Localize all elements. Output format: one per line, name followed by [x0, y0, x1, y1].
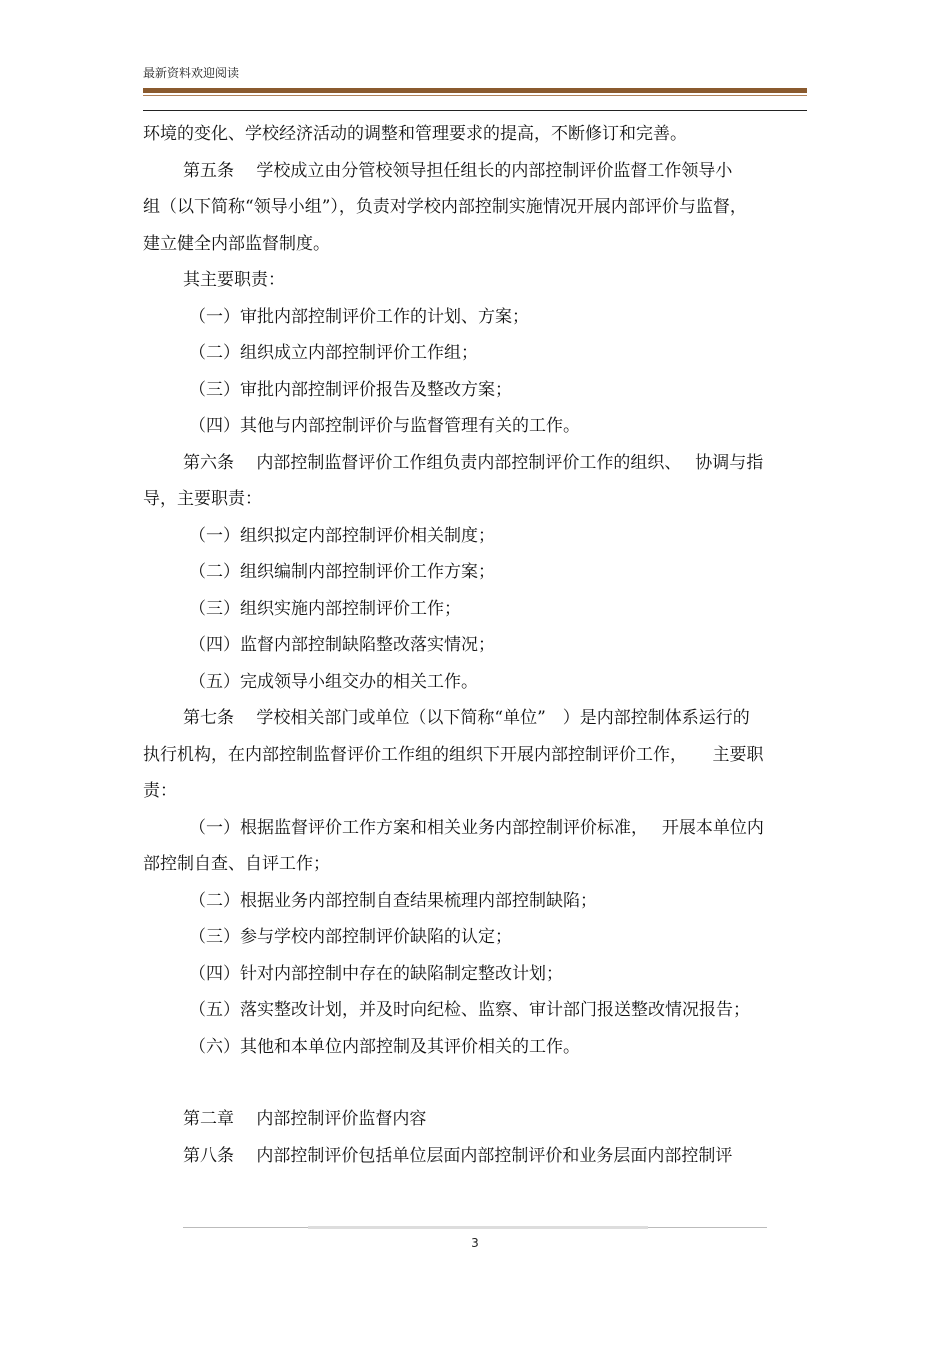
page-body	[143, 116, 807, 1174]
list-item: （三）参与学校内部控制评价缺陷的认定；	[189, 927, 512, 947]
paragraph-line: 执行机构，在内部控制监督评价工作组的组织下开展内部控制评价工作， 主要职	[143, 744, 764, 765]
paragraph-line: 环境的变化、学校经济活动的调整和管理要求的提高，不断修订和完善。	[143, 124, 687, 144]
header-rule-thin	[143, 95, 807, 96]
list-item: （五）落实整改计划，并及时向纪检、监察、审计部门报送整改情况报告；	[189, 1000, 750, 1020]
paragraph-line: 建立健全内部监督制度。	[143, 233, 330, 254]
article-heading-line: 第五条 学校成立由分管校领导担任组长的内部控制评价监督工作领导小	[183, 160, 733, 181]
paragraph-line: 部控制自查、自评工作；	[143, 854, 330, 874]
list-item: （四）其他与内部控制评价与监督管理有关的工作。	[189, 416, 580, 436]
paragraph-line: 责：	[143, 781, 177, 801]
header-rule-black	[143, 110, 807, 111]
list-item: （六）其他和本单位内部控制及其评价相关的工作。	[189, 1036, 580, 1057]
paragraph-line: 导，主要职责：	[143, 489, 262, 509]
paragraph-line: 组（以下简称“领导小组”），负责对学校内部控制实施情况开展内部评价与监督，	[143, 197, 747, 217]
list-item: （三）审批内部控制评价报告及整改方案；	[189, 379, 512, 400]
footer-rule-shade	[308, 1226, 648, 1229]
page-number: 3	[471, 1236, 479, 1250]
blank-line	[143, 1065, 807, 1101]
article-heading-line: 第七条 学校相关部门或单位（以下简称“单位” ）是内部控制体系运行的	[183, 708, 750, 728]
list-item: （五）完成领导小组交办的相关工作。	[189, 671, 478, 692]
list-item: （四）监督内部控制缺陷整改落实情况；	[189, 635, 495, 655]
list-item: （一）根据监督评价工作方案和相关业务内部控制评价标准， 开展本单位内	[189, 817, 764, 838]
list-item: （一）审批内部控制评价工作的计划、方案；	[189, 306, 529, 327]
chapter-heading: 第二章 内部控制评价监督内容	[183, 1109, 427, 1129]
list-item: （二）组织成立内部控制评价工作组；	[189, 343, 478, 363]
list-item: （二）根据业务内部控制自查结果梳理内部控制缺陷；	[189, 890, 597, 911]
running-header: 最新资料欢迎阅读	[143, 66, 240, 80]
article-heading-line: 第八条 内部控制评价包括单位层面内部控制评价和业务层面内部控制评	[183, 1145, 733, 1166]
list-item: （四）针对内部控制中存在的缺陷制定整改计划；	[189, 963, 563, 984]
list-item: （三）组织实施内部控制评价工作；	[189, 598, 461, 619]
article-heading-line: 第六条 内部控制监督评价工作组负责内部控制评价工作的组织、 协调与指	[183, 452, 764, 473]
list-item: （一）组织拟定内部控制评价相关制度；	[189, 525, 495, 546]
header-rule-thick	[143, 88, 807, 93]
list-item: （二）组织编制内部控制评价工作方案；	[189, 562, 495, 582]
paragraph-line: 其主要职责：	[183, 270, 285, 290]
